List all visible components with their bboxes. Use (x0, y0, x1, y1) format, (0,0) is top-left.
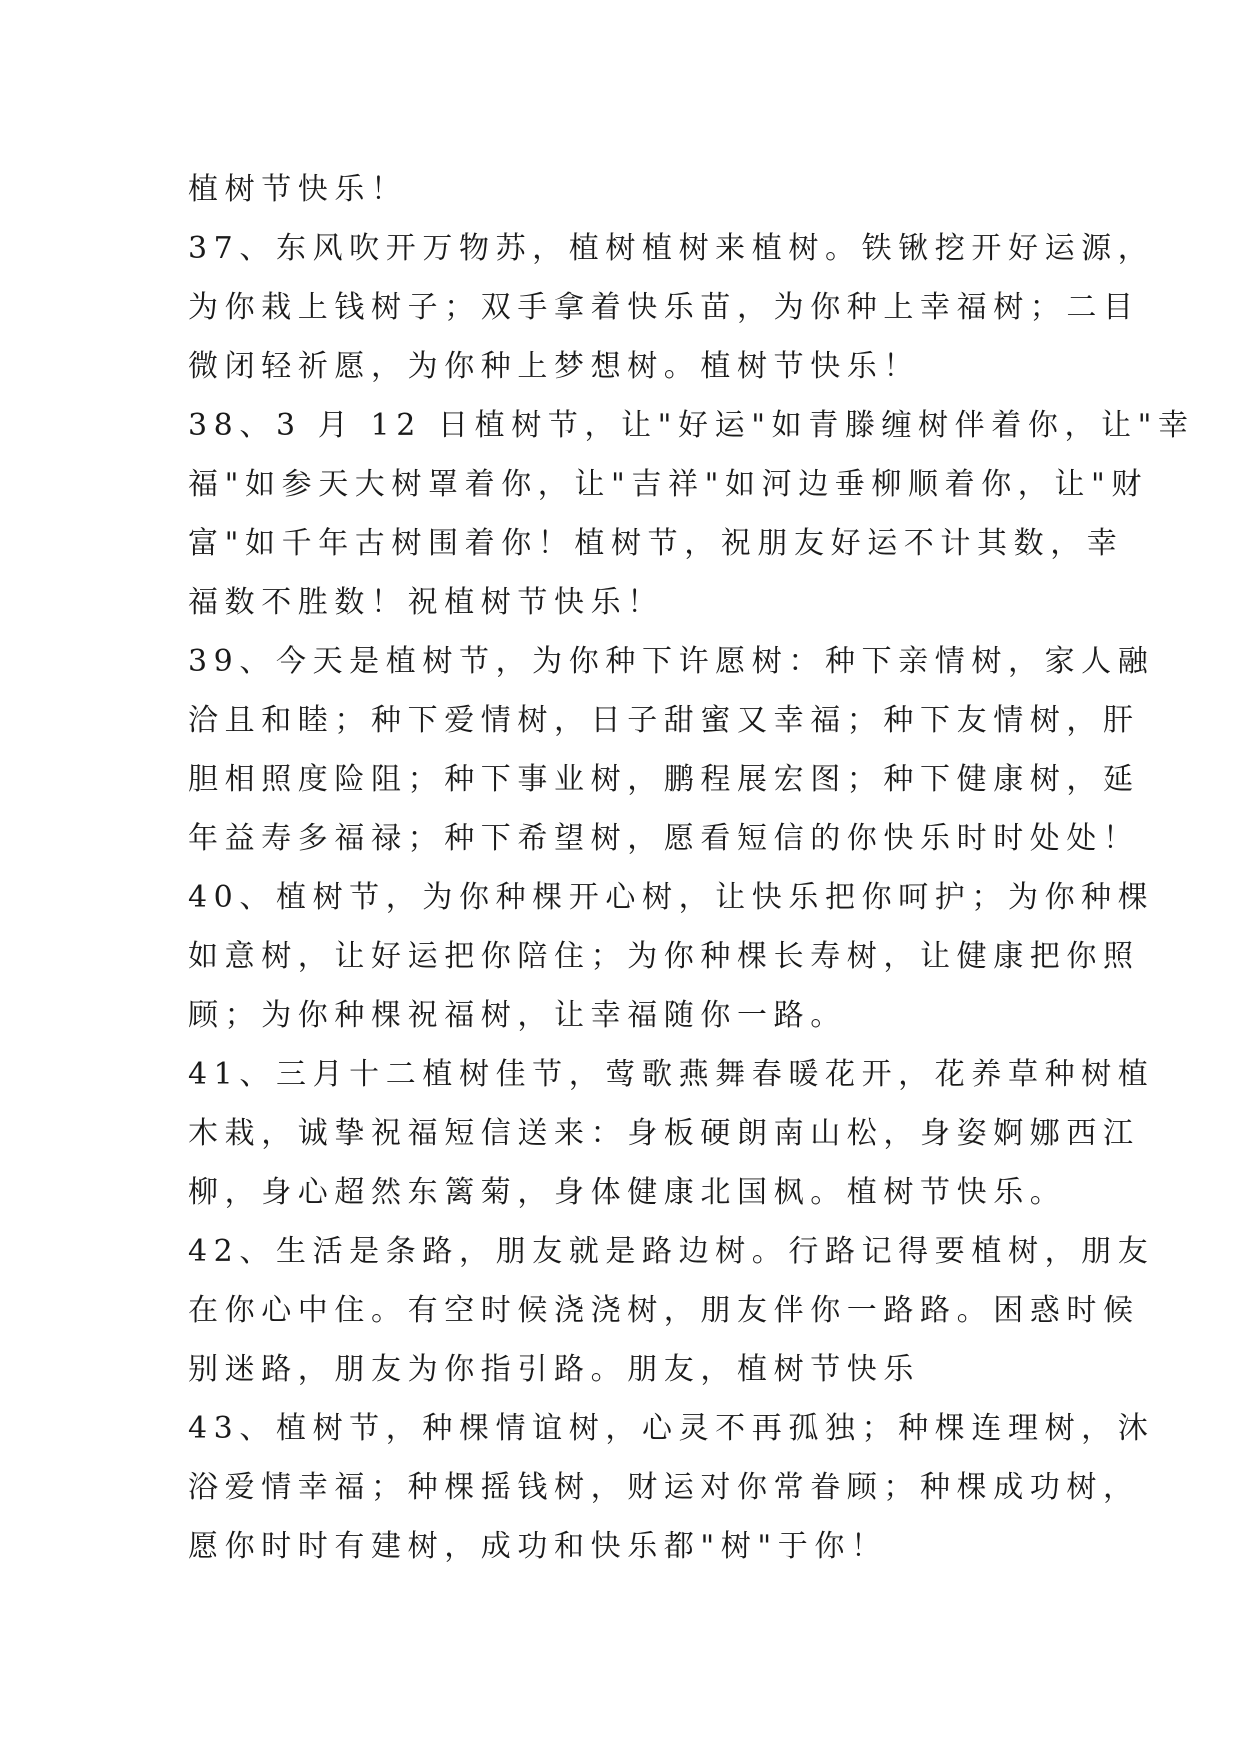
text-line: 福数不胜数！祝植树节快乐！ (188, 585, 664, 620)
text-line: 42、生活是条路，朋友就是路边树。行路记得要植树，朋友 (188, 1234, 1155, 1269)
text-line: 福"如参天大树罩着你，让"吉祥"如河边垂柳顺着你，让"财 (188, 467, 1148, 502)
text-line: 38、3 月 12 日植树节，让"好运"如青滕缠树伴着你，让"幸 (188, 408, 1195, 443)
text-line: 柳，身心超然东篱菊，身体健康北国枫。植树节快乐。 (188, 1175, 1067, 1210)
text-line: 39、今天是植树节，为你种下许愿树：种下亲情树，家人融 (188, 644, 1155, 679)
text-line: 愿你时时有建树，成功和快乐都"树"于你！ (188, 1529, 888, 1564)
text-line: 43、植树节，种棵情谊树，心灵不再孤独；种棵连理树，沐 (188, 1411, 1155, 1446)
text-line: 37、东风吹开万物苏，植树植树来植树。铁锹挖开好运源， (188, 231, 1155, 266)
text-line: 年益寿多福禄；种下希望树，愿看短信的你快乐时时处处！ (188, 821, 1140, 856)
text-line: 微闭轻祈愿，为你种上梦想树。植树节快乐！ (188, 349, 920, 384)
text-line: 40、植树节，为你种棵开心树，让快乐把你呵护；为你种棵 (188, 880, 1155, 915)
text-line: 别迷路，朋友为你指引路。朋友，植树节快乐 (188, 1352, 920, 1387)
text-line: 在你心中住。有空时候浇浇树，朋友伴你一路路。困惑时候 (188, 1293, 1140, 1328)
text-line: 顾；为你种棵祝福树，让幸福随你一路。 (188, 998, 847, 1033)
text-line: 浴爱情幸福；种棵摇钱树，财运对你常眷顾；种棵成功树， (188, 1470, 1140, 1505)
text-line: 木栽，诚挚祝福短信送来：身板硬朗南山松，身姿婀娜西江 (188, 1116, 1140, 1151)
text-line: 41、三月十二植树佳节，莺歌燕舞春暖花开，花养草种树植 (188, 1057, 1155, 1092)
text-line: 为你栽上钱树子；双手拿着快乐苗，为你种上幸福树；二目 (188, 290, 1140, 325)
text-line: 洽且和睦；种下爱情树，日子甜蜜又幸福；种下友情树，肝 (188, 703, 1140, 738)
text-line: 胆相照度险阻；种下事业树，鹏程展宏图；种下健康树，延 (188, 762, 1140, 797)
document-body (188, 160, 1195, 1576)
text-line: 富"如千年古树围着你！植树节，祝朋友好运不计其数，幸 (188, 526, 1124, 561)
text-line: 如意树，让好运把你陪住；为你种棵长寿树，让健康把你照 (188, 939, 1140, 974)
text-line: 植树节快乐！ (188, 172, 408, 207)
